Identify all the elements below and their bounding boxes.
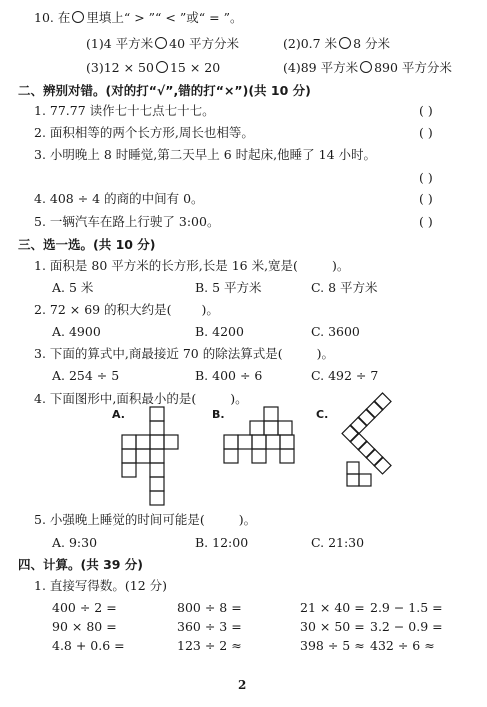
q10-stem-after: 里填上“ > ”“ < ”或“ = ”。 — [86, 10, 243, 25]
choice-q5-option-a[interactable]: A. 9:30 — [52, 535, 98, 550]
q10-item-4-right: 890 平方分米 — [374, 60, 452, 75]
q10-item-2 — [283, 36, 390, 52]
calc-r2-c2[interactable]: 360 ÷ 3 = — [177, 619, 242, 634]
calc-r3-c3[interactable]: 398 ÷ 5 ≈ — [300, 638, 365, 653]
calc-r1-c2[interactable]: 800 ÷ 8 = — [177, 600, 242, 615]
choice-q1-end: )。 — [331, 258, 350, 273]
choice-q3-option-c[interactable]: C. 492 ÷ 7 — [311, 368, 379, 383]
calc-r3-c1[interactable]: 4.8 + 0.6 = — [52, 638, 125, 653]
judge-answer-3[interactable]: ( ) — [419, 170, 433, 185]
circle-input-3[interactable] — [156, 61, 168, 73]
choice-q3-option-b[interactable]: B. 400 ÷ 6 — [195, 368, 263, 383]
choice-q3-text: 3. 下面的算式中,商最接近 70 的除法算式是( — [34, 346, 283, 361]
judge-item-2: 2. 面积相等的两个长方形,周长也相等。 — [34, 125, 254, 140]
judge-item-3: 3. 小明晚上 8 时睡觉,第二天早上 6 时起床,他睡了 14 小时。 — [34, 147, 376, 162]
figure-b-shape[interactable] — [222, 405, 302, 475]
figure-a-label[interactable]: A. — [112, 408, 125, 421]
q10-item-2-right: 8 分米 — [353, 36, 390, 51]
figure-b-label[interactable]: B. — [212, 408, 225, 421]
q10-item-1-left: (1)4 平方米 — [86, 36, 154, 51]
choice-q3-stem — [34, 346, 334, 362]
choice-q2-end: )。 — [201, 302, 219, 317]
judge-item-4: 4. 408 ÷ 4 的商的中间有 0。 — [34, 191, 204, 206]
judge-answer-5[interactable]: ( ) — [419, 214, 433, 229]
choice-q1-option-c[interactable]: C. 8 平方米 — [311, 280, 378, 295]
choice-q1-option-b[interactable]: B. 5 平方米 — [195, 280, 262, 295]
q10-item-4 — [283, 60, 452, 76]
calc-sub1-title: 1. 直接写得数。(12 分) — [34, 578, 168, 593]
q10-stem-text: 10. 在 — [34, 10, 71, 25]
choice-q1-text: 1. 面积是 80 平方米的长方形,长是 16 米,宽是( — [34, 258, 298, 273]
choice-q3-option-a[interactable]: A. 254 ÷ 5 — [52, 368, 120, 383]
circle-input-2[interactable] — [339, 37, 351, 49]
choice-q5-end: )。 — [238, 512, 257, 527]
section-3-title: 三、选一选。(共 10 分) — [18, 237, 156, 252]
calc-r1-c3[interactable]: 21 × 40 = — [300, 600, 365, 615]
q10-item-4-left: (4)89 平方米 — [283, 60, 359, 75]
judge-answer-4[interactable]: ( ) — [419, 191, 433, 206]
choice-q2-option-a[interactable]: A. 4900 — [52, 324, 101, 339]
choice-q4-end: )。 — [230, 391, 248, 406]
choice-q5-stem — [34, 512, 256, 528]
q10-item-1 — [86, 36, 239, 52]
q10-item-3-right: 15 × 20 — [169, 60, 221, 75]
choice-q1-option-a[interactable]: A. 5 米 — [52, 280, 94, 295]
calc-r1-c1[interactable]: 400 ÷ 2 = — [52, 600, 117, 615]
judge-item-5: 5. 一辆汽车在路上行驶了 3:00。 — [34, 214, 220, 229]
circle-input-4[interactable] — [360, 61, 372, 73]
calc-r2-c4[interactable]: 3.2 − 0.9 = — [370, 619, 443, 634]
judge-answer-2[interactable]: ( ) — [419, 125, 433, 140]
calc-r2-c1[interactable]: 90 × 80 = — [52, 619, 117, 634]
page-number: 2 — [238, 678, 247, 692]
choice-q2-text: 2. 72 × 69 的积大约是( — [34, 302, 172, 317]
choice-q1-stem — [34, 258, 349, 274]
q10-item-2-left: (2)0.7 米 — [283, 36, 338, 51]
calc-r1-c4[interactable]: 2.9 − 1.5 = — [370, 600, 443, 615]
choice-q2-option-b[interactable]: B. 4200 — [195, 324, 244, 339]
figure-c-shape[interactable] — [325, 400, 405, 505]
section-2-title: 二、辨别对错。(对的打“√”,错的打“×”)(共 10 分) — [18, 83, 311, 98]
choice-q5-option-c[interactable]: C. 21:30 — [311, 535, 365, 550]
q10-stem — [34, 10, 242, 26]
circle-blank-icon — [72, 11, 84, 23]
figure-c-label[interactable]: C. — [316, 408, 329, 421]
section-4-title: 四、计算。(共 39 分) — [18, 557, 144, 572]
choice-q2-option-c[interactable]: C. 3600 — [311, 324, 360, 339]
choice-q2-stem — [34, 302, 219, 318]
q10-item-3-left: (3)12 × 50 — [86, 60, 154, 75]
choice-q3-end: )。 — [316, 346, 334, 361]
calc-r2-c3[interactable]: 30 × 50 = — [300, 619, 365, 634]
q10-item-3 — [86, 60, 220, 76]
judge-answer-1[interactable]: ( ) — [419, 103, 433, 118]
calc-r3-c2[interactable]: 123 ÷ 2 ≈ — [177, 638, 242, 653]
q10-item-1-right: 40 平方分米 — [169, 36, 240, 51]
judge-item-1: 1. 77.77 读作七十七点七十七。 — [34, 103, 215, 118]
choice-q4-text: 4. 下面图形中,面积最小的是( — [34, 391, 197, 406]
figure-a-shape[interactable] — [120, 405, 190, 515]
choice-q5-text: 5. 小强晚上睡觉的时间可能是( — [34, 512, 205, 527]
calc-r3-c4[interactable]: 432 ÷ 6 ≈ — [370, 638, 435, 653]
choice-q5-option-b[interactable]: B. 12:00 — [195, 535, 249, 550]
circle-input-1[interactable] — [155, 37, 167, 49]
